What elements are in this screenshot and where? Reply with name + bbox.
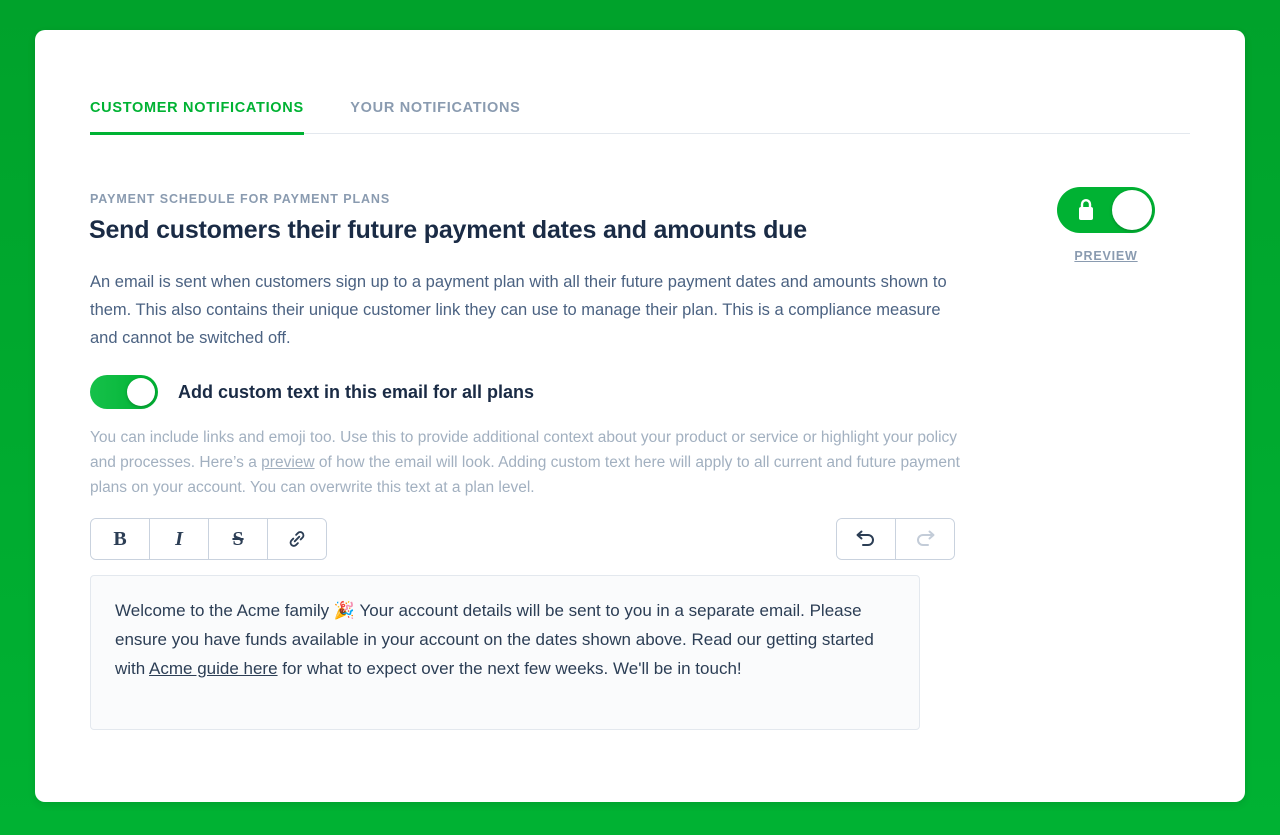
bold-button[interactable]: B xyxy=(91,519,150,559)
tab-bar xyxy=(90,85,1190,134)
undo-redo-group xyxy=(836,518,955,560)
undo-button[interactable] xyxy=(837,519,896,559)
locked-toggle-group xyxy=(1056,187,1156,263)
lock-icon xyxy=(1079,199,1093,220)
toggle-knob xyxy=(1112,190,1152,230)
custom-text-preview-link[interactable]: preview xyxy=(261,454,315,471)
editor-guide-link[interactable]: Acme guide here xyxy=(149,659,278,678)
redo-icon xyxy=(913,529,937,549)
preview-link[interactable]: PREVIEW xyxy=(1074,249,1138,263)
custom-text-toggle[interactable] xyxy=(90,375,158,409)
undo-icon xyxy=(854,529,878,549)
link-button[interactable] xyxy=(268,519,326,559)
editor-text-part1: Welcome to the Acme family 🎉 Your account details will be sent to you in a separate email. Please ensure you have funds available in your account on the dates shown above. Read our getting started with xyxy=(115,601,874,678)
payment-schedule-toggle[interactable] xyxy=(1057,187,1155,233)
italic-button[interactable]: I xyxy=(150,519,209,559)
custom-text-help-part2: of how the email will look. Adding custom text here will apply to all current and future payment plans on your account. You can overwrite this text at a plan level. xyxy=(90,454,960,496)
custom-text-help xyxy=(90,425,970,500)
toggle-knob xyxy=(127,378,155,406)
custom-text-label: Add custom text in this email for all plans xyxy=(178,381,535,402)
settings-card xyxy=(35,30,1245,802)
link-icon xyxy=(286,528,308,550)
strikethrough-button[interactable]: S xyxy=(209,519,268,559)
tab-customer-notifications-label: CUSTOMER NOTIFICATIONS xyxy=(90,100,304,116)
editor-toolbar xyxy=(90,518,327,560)
section-description: An email is sent when customers sign up to a payment plan with all their future payment dates and amounts shown to them. This also contains their unique customer link they can use to manage their plan. This is a compliance measure and cannot be switched off. xyxy=(90,273,947,347)
custom-text-toggle-row xyxy=(90,375,534,409)
page-title: Send customers their future payment dates and amounts due xyxy=(89,216,807,244)
redo-button[interactable] xyxy=(896,519,954,559)
tab-your-notifications-label: YOUR NOTIFICATIONS xyxy=(350,100,521,116)
editor-text-part2: for what to expect over the next few weeks. We'll be in touch! xyxy=(277,659,742,678)
tab-customer-notifications[interactable] xyxy=(90,100,304,135)
custom-text-help-part1: You can include links and emoji too. Use this to provide additional context about your product or service or highlight your policy and processes. Here’s a xyxy=(90,429,958,471)
section-kicker: PAYMENT SCHEDULE FOR PAYMENT PLANS xyxy=(90,192,391,206)
custom-text-editor[interactable] xyxy=(90,575,920,730)
tab-your-notifications[interactable] xyxy=(350,100,520,135)
